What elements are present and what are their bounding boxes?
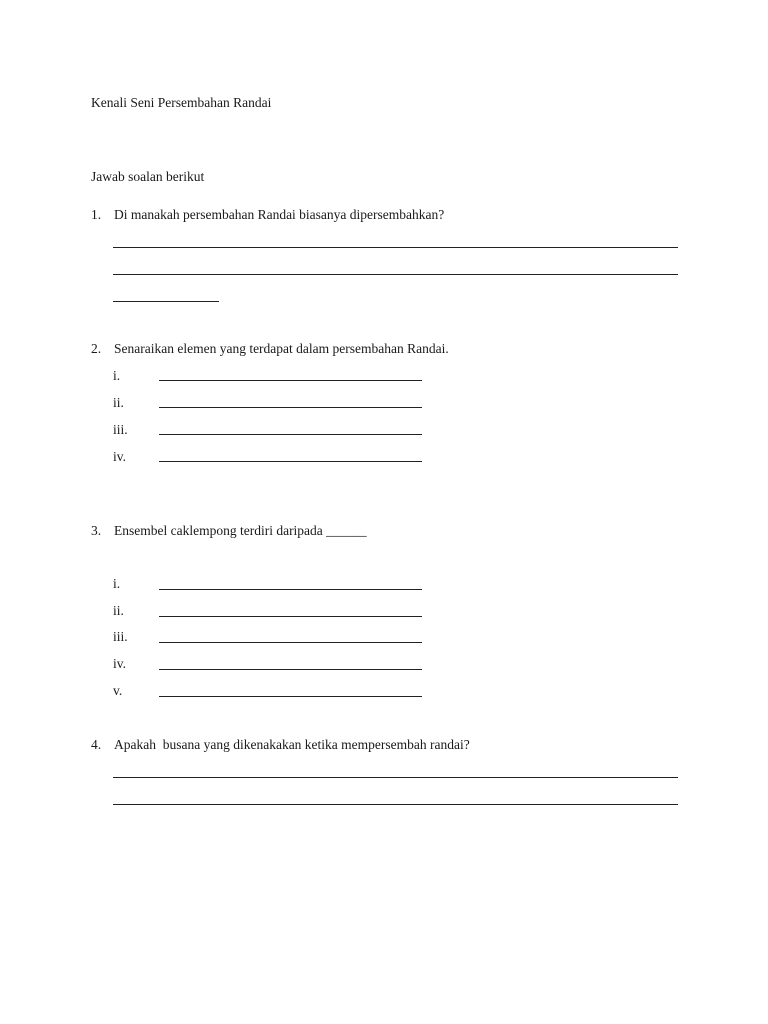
- question-number: 3.: [91, 523, 102, 538]
- answer-line[interactable]: [159, 589, 422, 590]
- question-number: 1.: [91, 207, 102, 222]
- answer-line[interactable]: [159, 616, 422, 617]
- list-item-marker: iv.: [113, 656, 126, 671]
- answer-line[interactable]: [113, 804, 678, 805]
- list-item-marker: i.: [113, 368, 121, 383]
- list-item-marker: ii.: [113, 603, 124, 618]
- answer-line[interactable]: [159, 642, 422, 643]
- question-text: Ensembel caklempong terdiri daripada ______: [114, 523, 367, 538]
- list-item-marker: iv.: [113, 449, 126, 464]
- question-text: Apakah busana yang dikenakakan ketika mempersembah randai?: [114, 737, 470, 752]
- instruction-text: Jawab soalan berikut: [91, 169, 205, 184]
- question-text: Senaraikan elemen yang terdapat dalam persembahan Randai.: [114, 341, 449, 356]
- answer-line[interactable]: [159, 461, 422, 462]
- answer-line[interactable]: [113, 301, 219, 302]
- worksheet-title: Kenali Seni Persembahan Randai: [91, 95, 272, 110]
- answer-line[interactable]: [159, 407, 422, 408]
- question-text: Di manakah persembahan Randai biasanya dipersembahkan?: [114, 207, 445, 222]
- answer-line[interactable]: [113, 274, 678, 275]
- answer-line[interactable]: [159, 669, 422, 670]
- list-item-marker: ii.: [113, 395, 124, 410]
- question-number: 4.: [91, 737, 102, 752]
- list-item-marker: iii.: [113, 422, 128, 437]
- answer-line[interactable]: [113, 777, 678, 778]
- answer-line[interactable]: [113, 247, 678, 248]
- answer-line[interactable]: [159, 434, 422, 435]
- list-item-marker: iii.: [113, 629, 128, 644]
- answer-line[interactable]: [159, 696, 422, 697]
- answer-line[interactable]: [159, 380, 422, 381]
- question-number: 2.: [91, 341, 102, 356]
- list-item-marker: v.: [113, 683, 123, 698]
- list-item-marker: i.: [113, 576, 121, 591]
